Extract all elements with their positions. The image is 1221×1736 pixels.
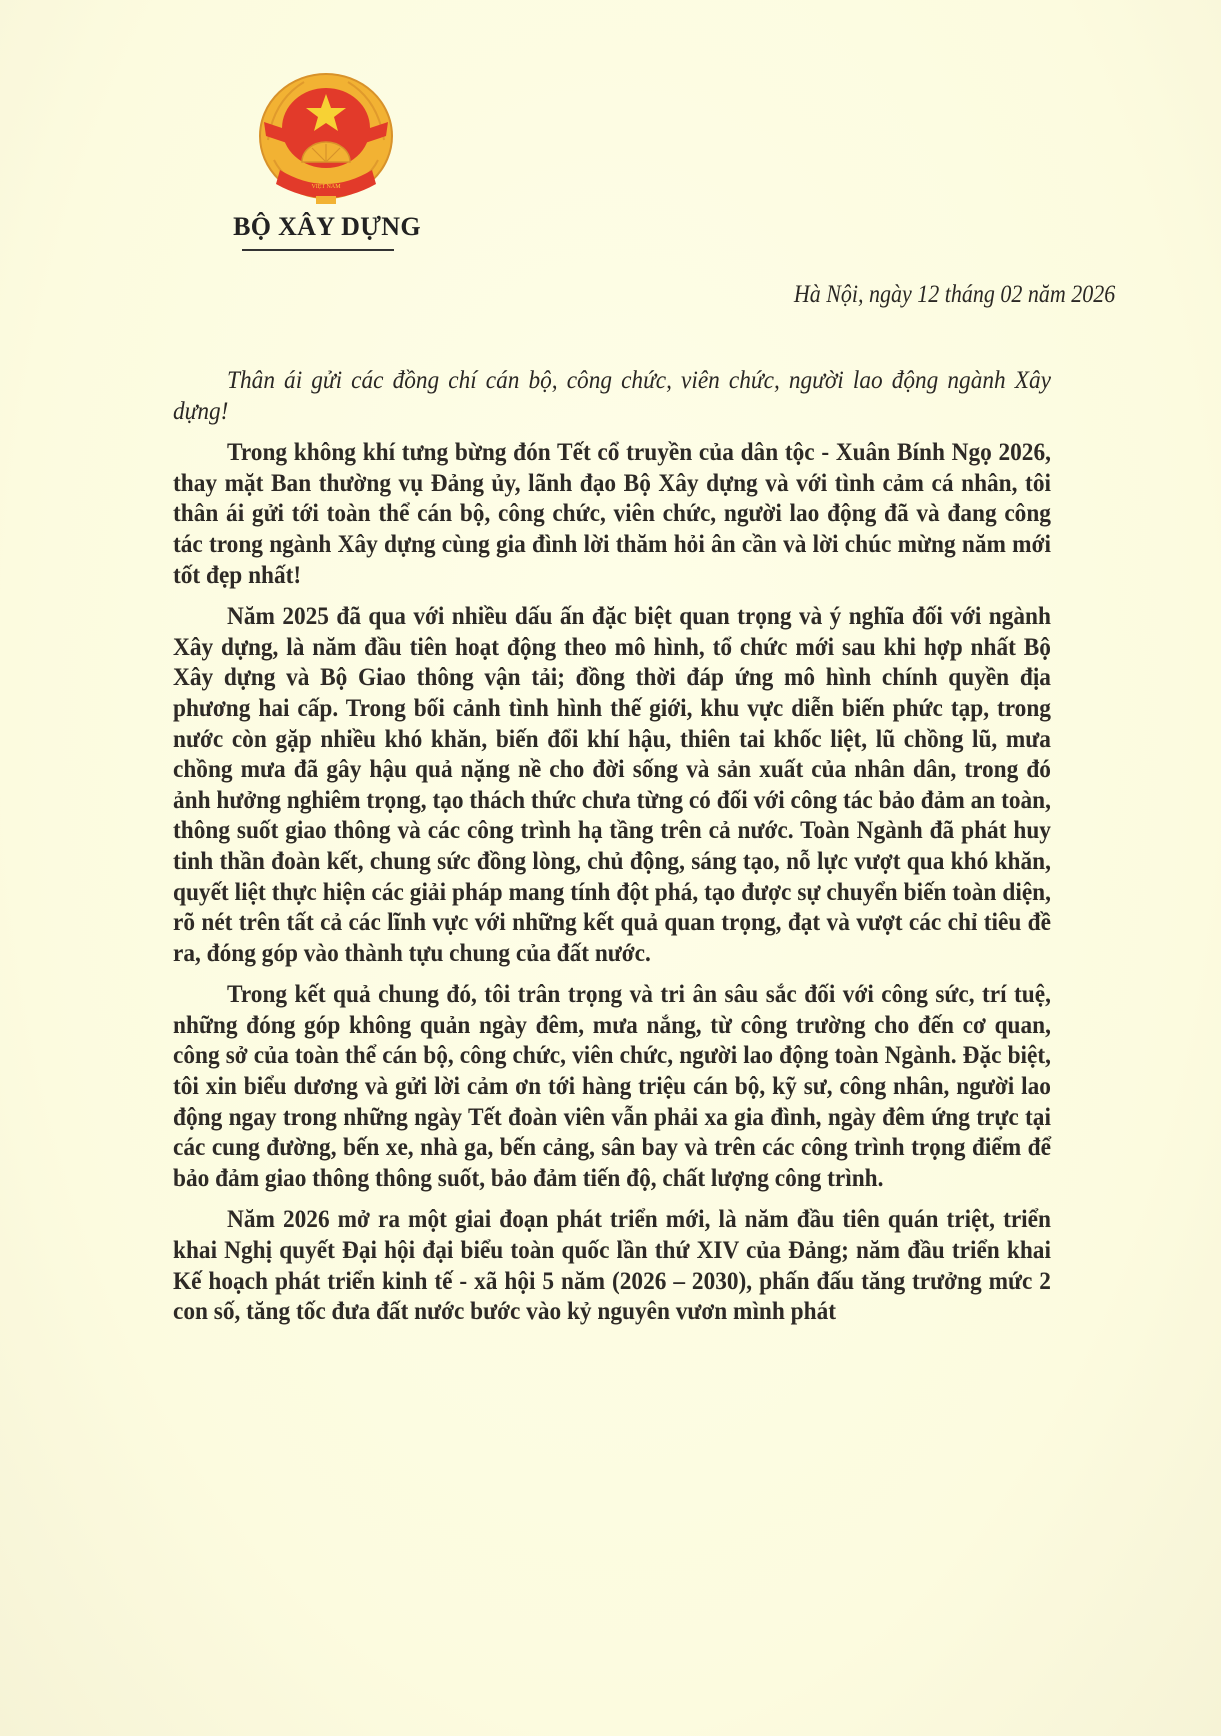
organization-underline <box>242 249 394 251</box>
greeting: Thân ái gửi các đồng chí cán bộ, công chức, viên chức, người lao động ngành Xây dựng! <box>173 367 1051 425</box>
national-emblem-icon <box>254 70 398 210</box>
paragraph-3: Trong kết quả chung đó, tôi trân trọng và tri ân sâu sắc đối với công sức, trí tuệ, những đóng góp không quản ngày đêm, mưa nắng, từ công trường cho đến cơ quan, công sở của toàn thể cán bộ, công chức, viên chức, người lao động toàn Ngành. Đặc biệt, tôi xin biểu dương và gửi lời cảm ơn tới hàng triệu cán bộ, kỹ sư, công nhân, người lao động ngay trong những ngày Tết đoàn viên vẫn phải xa gia đình, ngày đêm ứng trực tại các cung đường, bến xe, nhà ga, bến cảng, sân bay và trên các công trình trọng điểm để bảo đảm giao thông thông suốt, bảo đảm tiến độ, chất lượng công trình. <box>173 981 1051 1192</box>
paragraph-2: Năm 2025 đã qua với nhiều dấu ấn đặc biệt quan trọng và ý nghĩa đối với ngành Xây dựng, là năm đầu tiên hoạt động theo mô hình, tổ chức mới sau khi hợp nhất Bộ Xây dựng và Bộ Giao thông vận tải; đồng thời đáp ứng mô hình chính quyền địa phương hai cấp. Trong bối cảnh tình hình thế giới, khu vực diễn biến phức tạp, trong nước còn gặp nhiều khó khăn, biến đổi khí hậu, thiên tai khốc liệt, lũ chồng lũ, mưa chồng mưa đã gây hậu quả nặng nề cho đời sống và sản xuất của nhân dân, trong đó ảnh hưởng nghiêm trọng, tạo thách thức chưa từng có đối với công tác bảo đảm an toàn, thông suốt giao thông và các công trình hạ tầng trên cả nước. Toàn Ngành đã phát huy tinh thần đoàn kết, chung sức đồng lòng, chủ động, sáng tạo, nỗ lực vượt qua khó khăn, quyết liệt thực hiện các giải pháp mang tính đột phá, tạo được sự chuyển biến toàn diện, rõ nét trên tất cả các lĩnh vực với những kết quả quan trọng, đạt và vượt các chỉ tiêu đề ra, đóng góp vào thành tựu chung của đất nước. <box>173 603 1051 967</box>
date-line: Hà Nội, ngày 12 tháng 02 năm 2026 <box>793 281 1115 308</box>
svg-text:VIỆT NAM: VIỆT NAM <box>311 184 341 190</box>
paragraph-4: Năm 2026 mở ra một giai đoạn phát triển mới, là năm đầu tiên quán triệt, triển khai Nghị quyết Đại hội đại biểu toàn quốc lần thứ XIV của Đảng; năm đầu triển khai Kế hoạch phát triển kinh tế - xã hội 5 năm (2026 – 2030), phấn đấu tăng trưởng mức 2 con số, tăng tốc đưa đất nước bước vào kỷ nguyên vươn mình phát <box>173 1206 1051 1326</box>
organization-name: BỘ XÂY DỰNG <box>233 212 421 241</box>
letter-body <box>173 366 1051 1339</box>
paragraph-1: Trong không khí tưng bừng đón Tết cổ truyền của dân tộc - Xuân Bính Ngọ 2026, thay mặt Ban thường vụ Đảng ủy, lãnh đạo Bộ Xây dựng và với tình cảm cá nhân, tôi thân ái gửi tới toàn thể cán bộ, công chức, viên chức, người lao động đã và đang công tác trong ngành Xây dựng cùng gia đình lời thăm hỏi ân cần và lời chúc mừng năm mới tốt đẹp nhất! <box>173 439 1051 589</box>
